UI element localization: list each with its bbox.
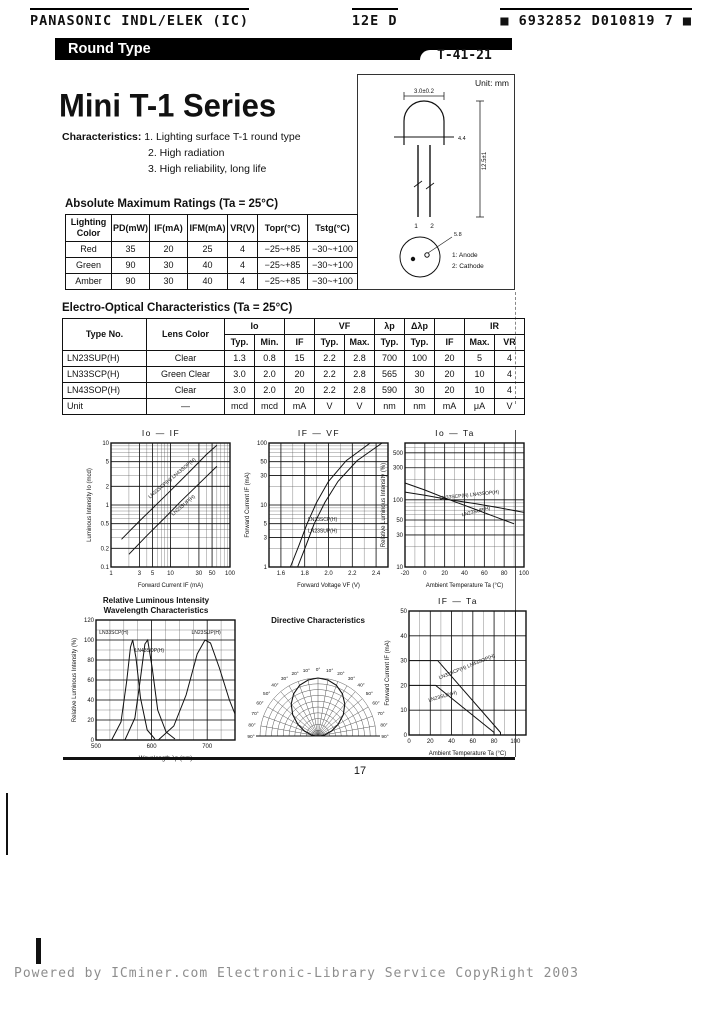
pin-number: 1 [414,223,418,230]
column-header: Max. [465,335,495,351]
x-tick-label: 0 [407,739,411,745]
table-cell: — [147,399,225,415]
angle-tick-label: 50° [365,691,373,697]
pin-legend-anode: 1: Anode [452,252,478,259]
column-header: VR [495,335,525,351]
scan-header-line [30,8,692,29]
chart-directive [238,616,398,752]
electro-optical-table [62,318,525,415]
y-axis-label: Luminous Intensity Io (mcd) [87,468,93,542]
column-header: IF(mA) [150,215,188,242]
table-cell: 20 [435,367,465,383]
chart-wavelength [70,596,242,764]
series-label: LN33SCP(H) [99,630,129,636]
column-header: Min. [255,335,285,351]
table-cell: 30 [405,383,435,399]
x-tick-label: 30 [195,571,203,577]
table-cell: 30 [405,367,435,383]
y-tick-label: 80 [87,658,94,664]
series-curve [122,445,217,539]
y-tick-label: 50 [400,609,407,615]
table-cell: 30 [150,258,188,274]
y-tick-label: 30 [260,473,267,480]
x-tick-label: 20 [441,571,449,577]
y-tick-label: 10 [400,708,407,715]
table-cell: LN33SCP(H) [63,367,147,383]
characteristics-block [62,129,301,177]
y-tick-label: 100 [83,638,94,644]
table-cell: −25~+85 [258,242,308,258]
y-tick-label: 5 [263,521,267,528]
bottom-rule [63,757,515,760]
y-tick-label: 3 [263,535,267,542]
angle-tick-label: 90° [247,735,255,740]
table-cell: 15 [285,351,315,367]
leader-line [428,237,452,253]
column-header: Topr(°C) [258,215,308,242]
x-tick-label: 1.6 [276,571,286,577]
table-cell: 4 [495,351,525,367]
angle-tick-label: 20° [291,672,299,678]
y-tick-label: 60 [87,678,94,684]
x-axis-label: Ambient Temperature Ta (°C) [425,583,504,589]
table-cell: 4 [495,367,525,383]
doc-class-code: 12E D [352,8,398,29]
chart-io-if-plot [85,439,237,589]
table-cell: 40 [188,274,228,290]
angle-tick-label: 60° [372,701,380,707]
vendor-code: PANASONIC INDL/ELEK (IC) [30,8,249,29]
table-row [63,367,525,383]
x-tick-label: 0 [423,571,427,577]
table-cell: 20 [435,383,465,399]
table-cell: Green [66,258,112,274]
column-group-dlp: Δλp [405,319,435,335]
column-header: IFM(mA) [188,215,228,242]
table-cell: 90 [112,274,150,290]
column-header: Max. [345,335,375,351]
series-label: LN23SUP(H) [191,630,221,636]
table-cell: 40 [188,258,228,274]
y-tick-label: 50 [396,518,403,525]
table-cell: nm [405,399,435,415]
y-tick-label: 20 [400,683,407,690]
chart-wavelength-plot [70,616,242,762]
chart-io-ta-plot [379,439,531,589]
chart-title: Relative Luminous Intensity [102,596,210,605]
table-cell: V [495,399,525,415]
y-tick-label: 0.2 [100,546,109,553]
table-cell: −25~+85 [258,258,308,274]
x-tick-label: 50 [208,571,216,577]
column-header: VR(V) [228,215,258,242]
chart-if-ta [383,596,533,762]
table-cell: 2.2 [315,367,345,383]
column-group-ir: IR [465,319,525,335]
x-axis-label: Forward Voltage VF (V) [297,583,360,589]
doc-code: T-41-21 [437,48,492,63]
chart-title: IF — Ta [437,596,479,606]
table-cell: 2.8 [345,367,375,383]
y-axis-label: Forward Current IF (mA) [245,472,251,538]
y-tick-label: 30 [400,658,407,665]
x-tick-label: 80 [500,571,508,577]
series-label: LN23SUP(H) [427,689,458,704]
y-tick-label: 120 [83,618,94,624]
chart-title: Directive Characteristics [271,616,365,625]
series-label: LN33SCP(H) LN43SOP(H) [147,456,198,501]
table-cell: mcd [255,399,285,415]
table-cell: Red [66,242,112,258]
table-cell: 2.0 [255,367,285,383]
table-cell: mcd [225,399,255,415]
table-cell: 700 [375,351,405,367]
characteristics-line-1 [62,129,301,145]
x-axis-label: Ambient Temperature Ta (°C) [428,751,507,757]
table-cell: LN43SOP(H) [63,383,147,399]
led-dome-outline [404,101,444,145]
angle-tick-label: 90° [381,735,389,740]
angle-tick-label: 10° [302,669,310,675]
characteristic-item: 2. High radiation [148,147,225,159]
table-cell: −25~+85 [258,274,308,290]
table-cell: 3.0 [225,367,255,383]
eo-section-title: Electro-Optical Characteristics (Ta = 25°C) [62,302,293,314]
table-cell: Clear [147,383,225,399]
chart-subtitle: Wavelength Characteristics [103,606,209,615]
characteristics-label: Characteristics: [62,131,142,143]
table-cell: 10 [465,367,495,383]
drawing-unit-label: Unit: mm [475,78,509,88]
column-header: Typ. [225,335,255,351]
table-row [66,242,358,258]
chart-if-ta-plot [383,607,533,757]
table-cell: 4 [228,274,258,290]
bottom-view-pad [425,253,429,257]
column-header: Typ. [405,335,435,351]
column-header [435,319,465,335]
table-cell: 20 [435,351,465,367]
y-tick-label: 500 [392,450,403,457]
angle-tick-label: 30° [347,676,356,682]
x-tick-label: 60 [480,571,488,577]
y-tick-label: 300 [392,465,403,472]
x-tick-label: 40 [448,739,455,745]
y-tick-label: 10 [260,503,267,509]
y-tick-label: 5 [105,459,109,466]
column-group-io: Io [225,319,285,335]
y-tick-label: 1 [263,565,267,571]
x-tick-label: 2.0 [324,571,333,577]
series-label: LN43SOP(H) [134,648,165,654]
table-cell: V [345,399,375,415]
chart-directive-plot [238,626,398,750]
x-tick-label: 700 [202,744,213,750]
column-header: Lens Color [147,319,225,351]
y-tick-label: 10 [102,441,109,447]
table-cell: 4 [228,242,258,258]
table-cell: LN23SUP(H) [63,351,147,367]
y-tick-label: 0 [403,733,407,739]
y-tick-label: 100 [392,497,403,504]
column-group-lp: λp [375,319,405,335]
table-row [63,351,525,367]
table-cell: Green Clear [147,367,225,383]
footer-mark [36,938,41,964]
angle-tick-label: 70° [377,712,385,718]
angle-tick-label: 60° [256,701,264,707]
y-tick-label: 1 [105,503,109,509]
led-outline-drawing [358,87,514,287]
y-tick-label: 2 [105,484,109,491]
dimension-label: 4.4 [458,136,466,142]
table-cell: −30~+100 [308,242,358,258]
x-tick-label: 100 [224,571,236,577]
angle-tick-label: 80° [380,723,388,729]
table-cell: μA [465,399,495,415]
x-tick-label: 500 [90,744,102,750]
table-cell: 1.3 [225,351,255,367]
x-tick-label: 60 [469,739,477,745]
y-axis-label: Relative Luminous Intensity (%) [72,637,78,723]
page-title: Mini T-1 Series [59,87,277,124]
table-cell: 90 [112,258,150,274]
barcode-number: ■ 6932852 D010819 7 ■ [500,8,692,29]
y-tick-label: 40 [400,633,407,640]
y-tick-label: 10 [396,565,403,571]
chart-title: Io — Ta [435,428,475,438]
table-row [66,258,358,274]
column-header [285,319,315,335]
series-label: LN33SCP(H) LN43SOP(H) [439,489,500,502]
table-cell: 4 [495,383,525,399]
angle-tick-label: 40° [357,683,365,689]
table-cell: 3.0 [225,383,255,399]
column-header: Tstg(°C) [308,215,358,242]
x-tick-label: -20 [400,571,410,577]
table-cell: mA [435,399,465,415]
page-number: 17 [353,765,367,777]
table-cell: 2.2 [315,383,345,399]
table-cell: 35 [112,242,150,258]
table-cell: mA [285,399,315,415]
pin-number: 2 [430,223,434,230]
table-header-row [63,319,525,335]
column-header: Lighting Color [66,215,112,242]
table-cell: 20 [150,242,188,258]
table-cell: −30~+100 [308,274,358,290]
table-cell: Amber [66,274,112,290]
table-cell: 20 [285,367,315,383]
series-label: LN23SUP(H) [170,493,197,518]
angle-tick-label: 80° [248,723,256,729]
column-header: IF [435,335,465,351]
x-tick-label: 80 [490,739,498,745]
table-cell: nm [375,399,405,415]
angle-tick-label: 70° [251,712,259,718]
angle-tick-label: 10° [326,669,334,675]
x-axis-label: Forward Current IF (mA) [137,583,204,589]
x-tick-label: 1.8 [300,571,309,577]
column-header: Typ. [375,335,405,351]
table-row [66,274,358,290]
table-cell: 5 [465,351,495,367]
table-cell: 4 [228,258,258,274]
table-cell: 100 [405,351,435,367]
table-cell: 25 [188,242,228,258]
angle-tick-label: 20° [337,672,345,678]
chart-io-if [85,428,237,592]
table-row [63,399,525,415]
bottom-view-circle [400,237,440,277]
amr-section-title: Absolute Maximum Ratings (Ta = 25°C) [65,198,279,210]
y-tick-label: 0.1 [100,565,109,571]
y-tick-label: 30 [396,532,403,539]
series-label: LN33SCP(H) LN43SOP(H) [438,653,497,682]
chart-title: IF — VF [297,428,341,438]
table-cell: 10 [465,383,495,399]
y-tick-label: 100 [256,441,267,447]
column-header: Type No. [63,319,147,351]
table-cell: 565 [375,367,405,383]
dimension-label: 5.8 [454,232,462,238]
table-cell: Unit [63,399,147,415]
x-tick-label: 10 [167,571,174,577]
x-tick-label: 2.4 [371,571,381,577]
table-cell: 2.0 [255,383,285,399]
table-cell: 2.8 [345,351,375,367]
column-header: Typ. [315,335,345,351]
column-header: PD(mW) [112,215,150,242]
table-cell: 2.8 [345,383,375,399]
package-drawing-box [357,74,515,290]
angle-tick-label: 40° [271,683,279,689]
x-tick-label: 2.2 [348,571,357,577]
series-label: LN23SUP(H) [307,528,338,535]
y-axis-label: Relative Luminous Intensity (%) [381,462,387,548]
x-tick-label: 1 [109,571,113,577]
chart-io-ta [379,428,531,592]
angle-tick-label: 0° [315,668,321,673]
x-tick-label: 3 [137,571,142,577]
dimension-label: 12.5±1 [482,151,488,171]
absolute-maximum-ratings-table [65,214,358,290]
table-cell: 30 [150,274,188,290]
chart-if-vf-plot [243,439,395,589]
table-header-row [66,215,358,242]
y-tick-label: 0 [90,738,94,744]
x-tick-label: 5 [150,571,155,577]
table-row [63,383,525,399]
x-tick-label: 100 [518,571,530,577]
dimension-label: 3.0±0.2 [414,89,434,95]
y-tick-label: 20 [87,718,94,724]
x-tick-label: 100 [510,739,521,745]
y-tick-label: 0.5 [100,521,109,528]
x-tick-label: 40 [461,571,468,577]
angle-tick-label: 30° [280,676,289,682]
table-cell: −30~+100 [308,258,358,274]
y-tick-label: 40 [87,698,94,704]
chart-if-vf [243,428,395,592]
x-tick-label: 600 [146,744,157,750]
x-tick-label: 20 [426,739,434,745]
y-tick-label: 50 [260,459,267,466]
column-header: IF [285,335,315,351]
series-label: LN23SUP(H) [461,505,492,519]
characteristic-item: 1. Lighting surface T-1 round type [144,131,301,143]
table-cell: V [315,399,345,415]
margin-mark [6,793,8,855]
series-label: LN33SCP(H) [307,517,338,524]
y-axis-label: Forward Current IF (mA) [385,640,391,706]
footer-watermark: Powered by ICminer.com Electronic-Library Service CopyRight 2003 [14,966,579,981]
table-cell: 590 [375,383,405,399]
plot-frame [409,611,526,735]
table-cell: 20 [285,383,315,399]
characteristic-item: 3. High reliability, long life [148,163,267,175]
banner-label: Round Type [68,41,151,57]
column-group-vf: VF [315,319,375,335]
table-cell: Clear [147,351,225,367]
angle-tick-label: 50° [263,691,271,697]
table-cell: 2.2 [315,351,345,367]
bottom-view-pad [411,257,415,261]
chart-title: Io — IF [141,428,181,438]
table-cell: 0.8 [255,351,285,367]
pin-legend-cathode: 2: Cathode [452,263,484,270]
